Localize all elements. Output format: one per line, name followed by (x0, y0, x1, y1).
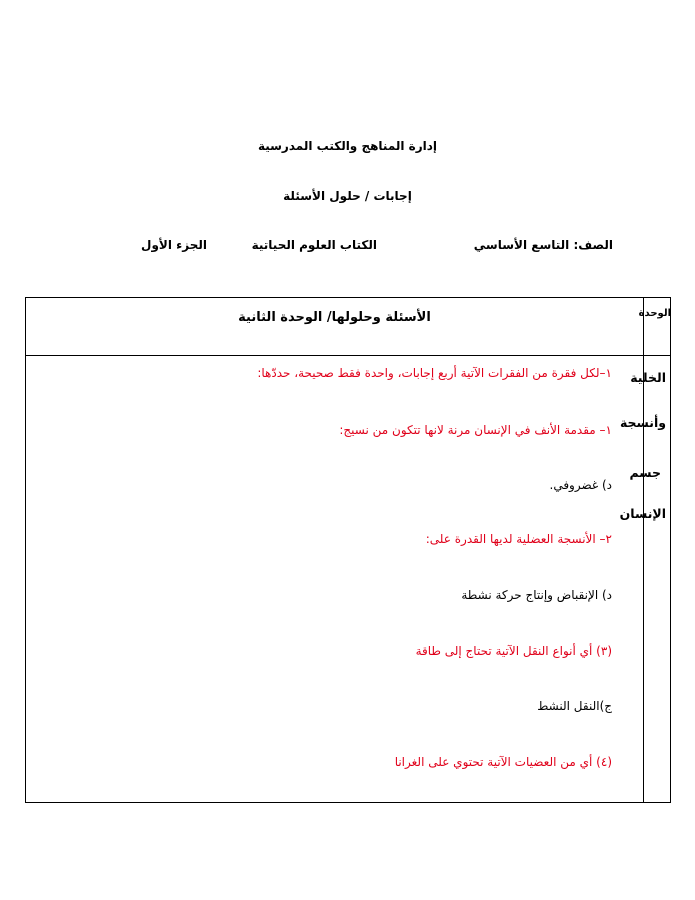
document-header-answers: إجابات / حلول الأسئلة (283, 189, 412, 203)
table-row-divider (26, 355, 670, 356)
question-line: (٤) أي من العضيات الآتية تحتوي على الغرانا (394, 755, 612, 769)
part-label: الجزء الأول (141, 238, 207, 252)
answer-line: د) غضروفي. (549, 478, 612, 492)
unit-column-header: الوحدة (638, 308, 671, 319)
unit-name-line: وأنسجة (619, 415, 666, 430)
answer-line: د) الإنقباض وإنتاج حركة نشطة (461, 588, 612, 602)
unit-name-line: الإنسان (619, 506, 666, 521)
questions-table (25, 297, 671, 803)
instruction-line: ١–لكل فقرة من الفقرات الآتية أربع إجابات، واحدة فقط صحيحة، حددّها: (257, 366, 612, 380)
table-title: الأسئلة وحلولها/ الوحدة الثانية (238, 310, 431, 325)
book-label: الكتاب العلوم الحياتية (251, 238, 377, 252)
answer-line: ج)النقل النشط (537, 699, 612, 713)
question-line: (٣) أي أنواع النقل الآتية تحتاج إلى طاقة (415, 644, 612, 658)
unit-name-line: الخلية (630, 370, 666, 385)
document-header-admin: إدارة المناهج والكتب المدرسية (257, 139, 438, 153)
question-line: ٢– الأنسجة العضلية لديها القدرة على: (425, 532, 612, 546)
question-line: ١– مقدمة الأنف في الإنسان مرنة لانها تتكون من نسيج: (339, 423, 612, 437)
grade-label: الصف: التاسع الأساسي (473, 238, 613, 252)
unit-name-line: جسم (629, 465, 661, 480)
